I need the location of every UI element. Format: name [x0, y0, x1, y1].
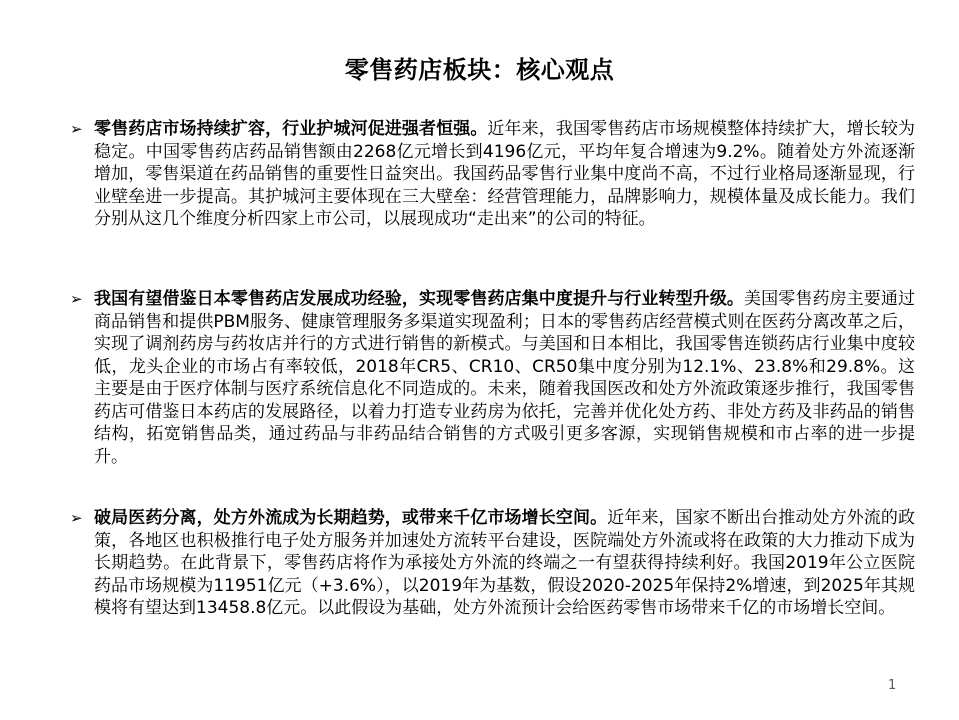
bullet-arrow-icon: ➢	[70, 120, 83, 138]
key-point-body: 美国零售药房主要通过商品销售和提供PBM服务、健康管理服务多渠道实现盈利；日本的零售药店经营模式则在医药分离改革之后，实现了调剂药房与药妆店并行的方式进行销售的新模式。与美国和日本相比，我国零售连锁药店行业集中度较低，龙头企业的市场占有率较低，2018年CR5、CR10、CR50集中度分别为12.1%、23.8%和29.8%。这主要是由于医疗体制与医疗系统信息化不同造成的。未来，随着我国医改和处方外流政策逐步推行，我国零售药店可借鉴日本药店的发展路径，以着力打造专业药房为依托，完善并优化处方药、非处方药及非药品的销售结构，拓宽销售品类，通过药品与非药品结合销售的方式吸引更多客源，实现销售规模和市占率的进一步提升。	[94, 289, 916, 467]
key-point-text	[94, 118, 915, 231]
bullet-arrow-icon: ➢	[70, 290, 83, 308]
key-point-lead: 破局医药分离，处方外流成为长期趋势，或带来千亿市场增长空间。	[94, 508, 608, 528]
key-point-text	[94, 288, 915, 468]
page-title: 零售药店板块：核心观点	[344, 56, 615, 84]
key-point-3	[70, 507, 915, 620]
key-point-lead: 我国有望借鉴日本零售药店发展成功经验，实现零售药店集中度提升与行业转型升级。	[94, 289, 745, 309]
key-point-body: 近年来，国家不断出台推动处方外流的政策，各地区也积极推行电子处方服务并加速处方流转平台建设，医院端处方外流或将在政策的大力推动下成为长期趋势。在此背景下，零售药店将作为承接处方外流的终端之一有望获得持续利好。我国2019年公立医院药品市场规模为11951亿元（+3.6%），以2019年为基数，假设2020-2025年保持2%增速，到2025年其规模将有望达到13458.8亿元。以此假设为基础，处方外流预计会给医药零售市场带来千亿的市场增长空间。	[94, 508, 916, 618]
key-point-lead: 零售药店市场持续扩容，行业护城河促进强者恒强。	[94, 119, 488, 139]
key-point-2	[70, 288, 915, 468]
bullet-arrow-icon: ➢	[70, 509, 83, 527]
key-point-body: 近年来，我国零售药店市场规模整体持续扩大，增长较为稳定。中国零售药店药品销售额由2268亿元增长到4196亿元，平均年复合增速为9.2%。随着处方外流逐渐增加，零售渠道在药品销售的重要性日益突出。我国药品零售行业集中度尚不高，不过行业格局逐渐显现，行业壁垒进一步提高。其护城河主要体现在三大壁垒：经营管理能力，品牌影响力，规模体量及成长能力。我们分别从这几个维度分析四家上市公司，以展现成功“走出来”的公司的特征。	[94, 119, 916, 229]
key-point-text	[94, 507, 915, 620]
page-number: 1	[888, 678, 897, 693]
key-point-1	[70, 118, 915, 231]
